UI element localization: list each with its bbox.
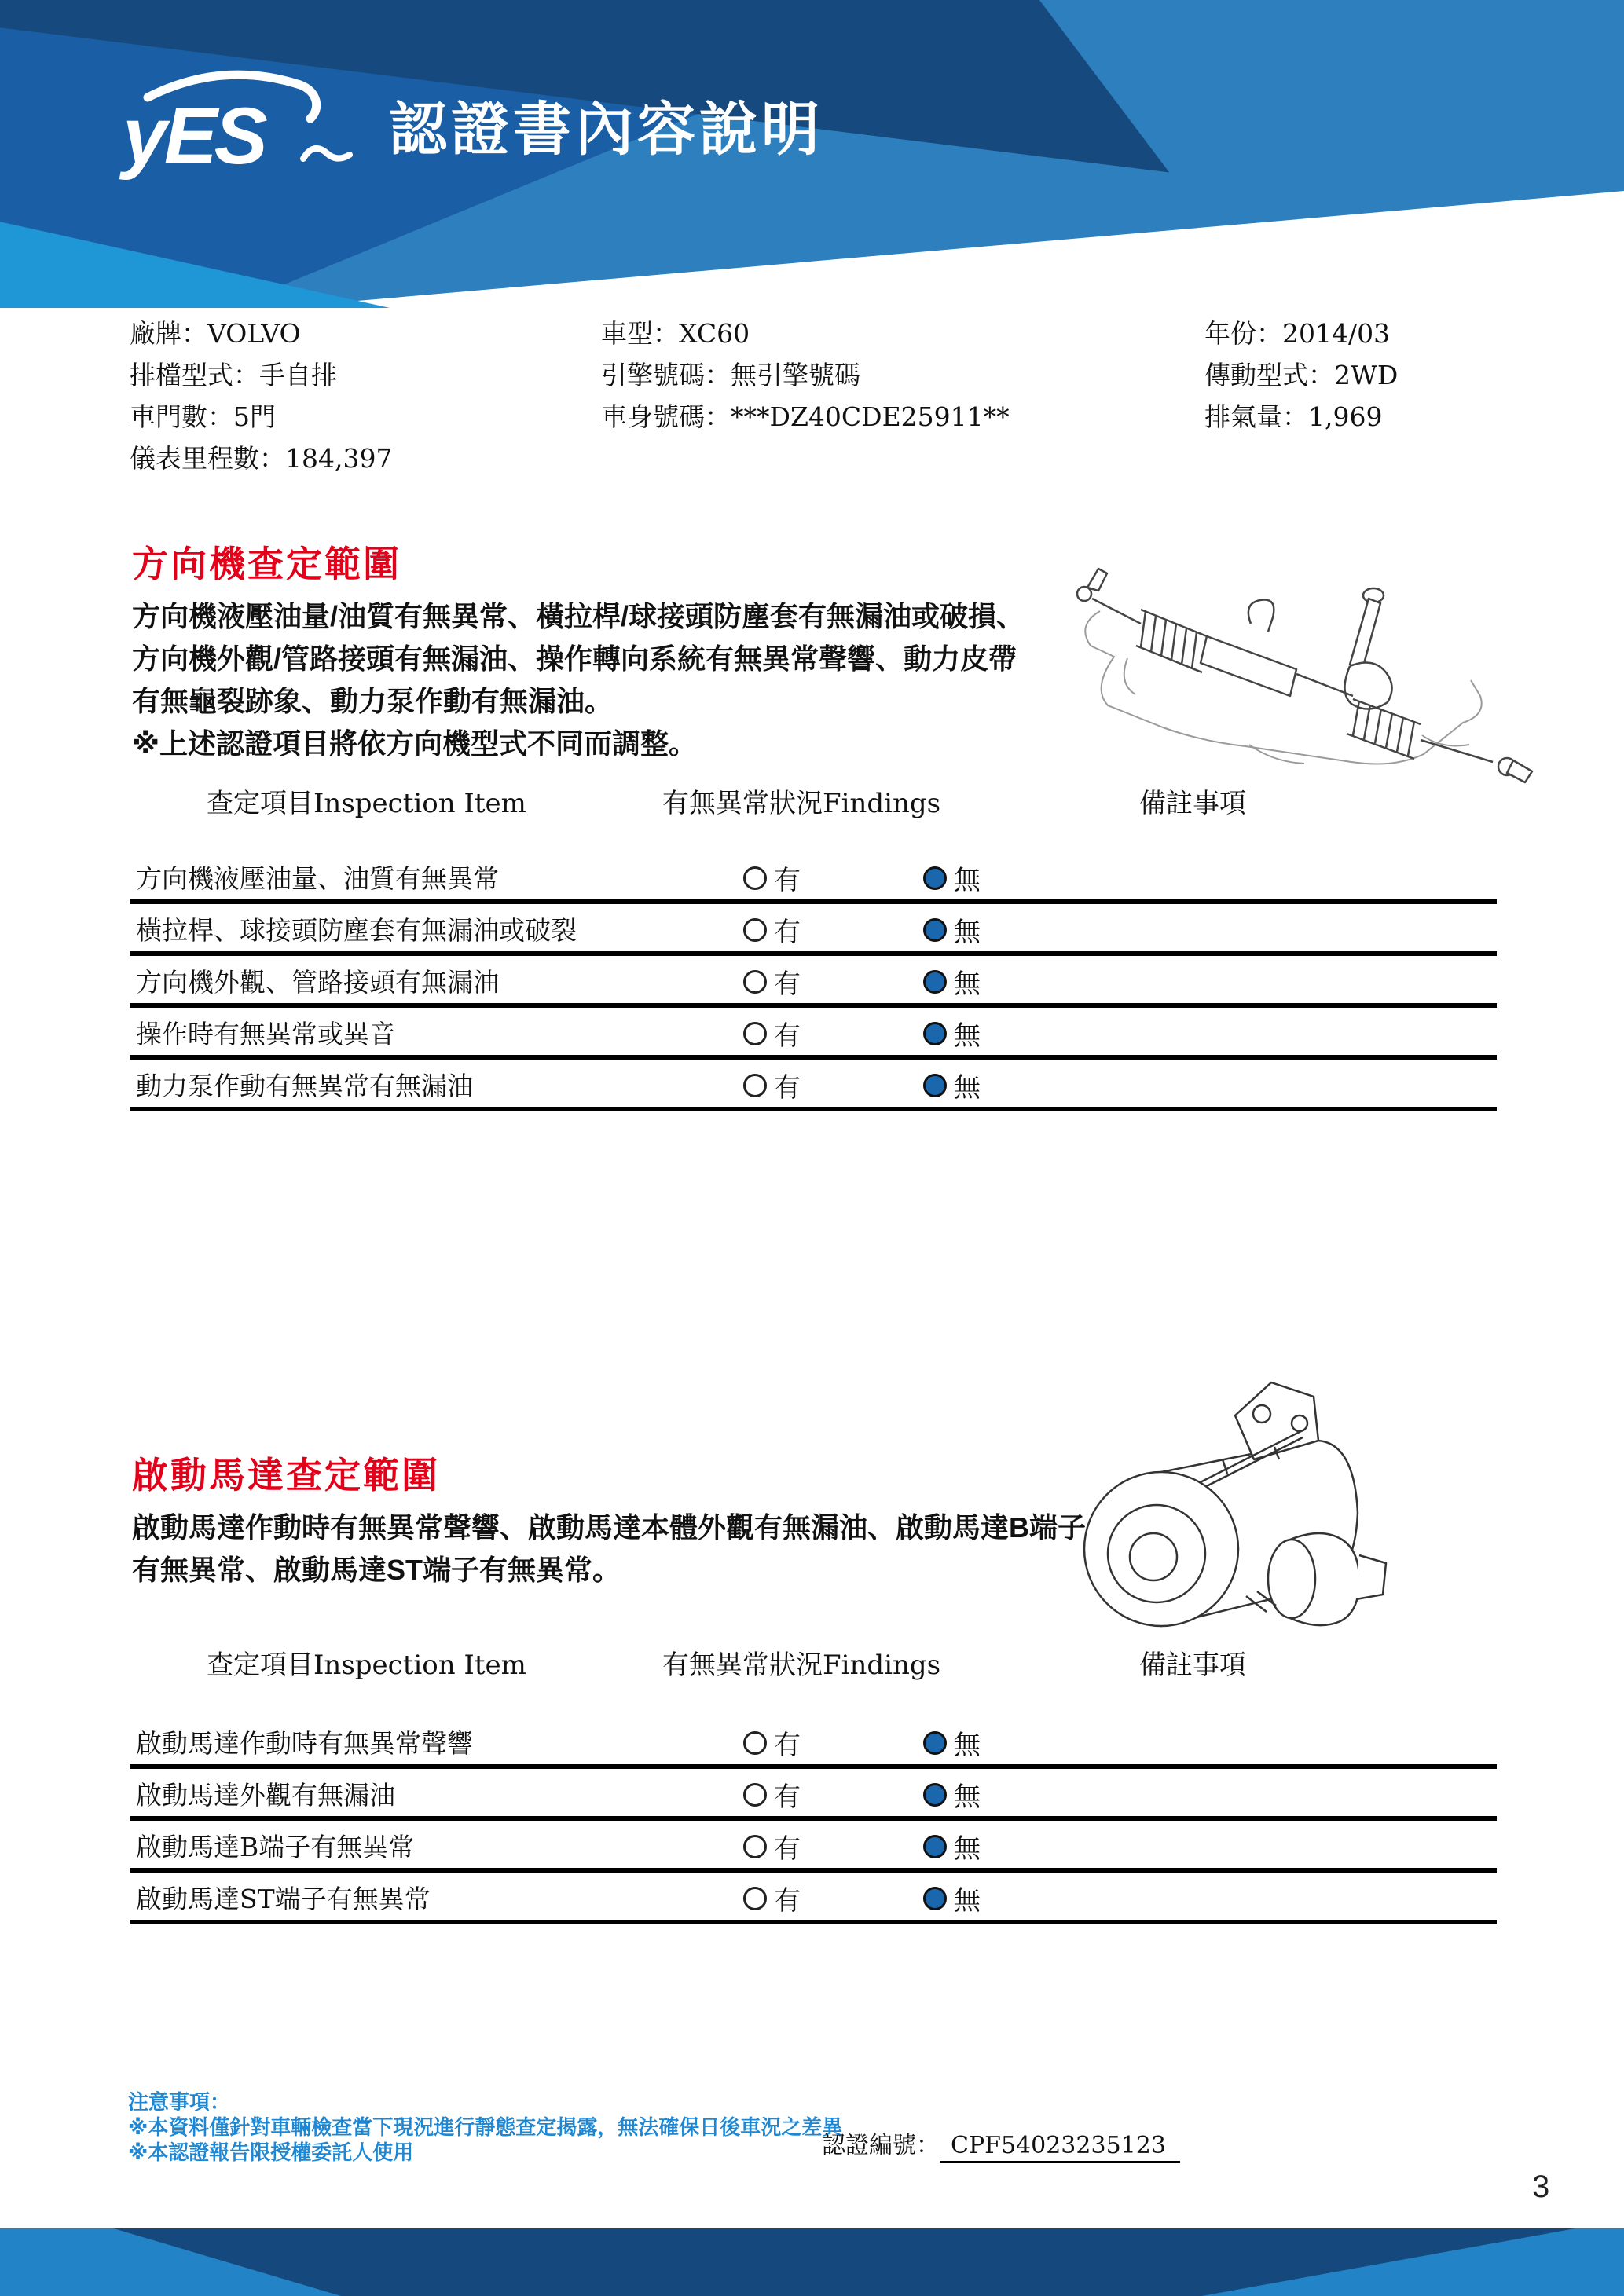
table-row [130, 904, 1497, 956]
col-header-findings: 有無異常狀況Findings [662, 788, 941, 819]
table-row [130, 1769, 1497, 1821]
inspection-item-label: 啟動馬達外觀有無漏油 [136, 1780, 395, 1811]
radio-has-label: 有 [774, 1072, 801, 1104]
radio-has-finding[interactable] [743, 1022, 767, 1045]
inspection-item-label: 動力泵作動有無異常有無漏油 [136, 1071, 473, 1101]
col-header-remarks: 備註事項 [1139, 788, 1246, 819]
inspection-item-label: 橫拉桿、球接頭防塵套有無漏油或破裂 [136, 915, 577, 946]
description-line: 方向機外觀/管路接頭有無漏油、操作轉向系統有無異常聲響、動力皮帶 [132, 643, 1017, 675]
description-line: 啟動馬達作動時有無異常聲響、啟動馬達本體外觀有無漏油、啟動馬達B端子 [132, 1511, 1086, 1543]
radio-has-label: 有 [774, 1782, 801, 1813]
section-title-starter: 啟動馬達查定範圍 [132, 1455, 440, 1496]
radio-no-finding[interactable] [923, 1783, 947, 1807]
radio-has-label: 有 [774, 1885, 801, 1917]
logo-wave-icon [303, 148, 350, 159]
notice-title: 注意事項： [128, 2090, 231, 2114]
radio-has-finding[interactable] [743, 1887, 767, 1910]
certificate-number-value: CPF54023235123 [940, 2132, 1180, 2163]
radio-no-label: 無 [954, 1833, 981, 1865]
table-steering [130, 852, 1497, 1111]
vehicle-field-drivetrain: 傳動型式：2WD [1204, 360, 1399, 390]
radio-no-finding[interactable] [923, 918, 947, 942]
radio-no-label: 無 [954, 865, 981, 896]
vehicle-info-column-3 [1204, 313, 1398, 438]
steering-rack-illustration [1053, 548, 1564, 784]
radio-has-finding[interactable] [743, 1783, 767, 1807]
footer-band [0, 2228, 1624, 2296]
vehicle-field-year: 年份：2014/03 [1204, 318, 1391, 349]
radio-has-label: 有 [774, 1020, 801, 1052]
header-band [0, 0, 1624, 308]
radio-has-label: 有 [774, 969, 801, 1000]
inspection-item-label: 啟動馬達作動時有無異常聲響 [136, 1728, 473, 1759]
vehicle-field-engine-no: 引擎號碼：無引擎號碼 [601, 360, 860, 390]
vehicle-info-column-1 [130, 313, 392, 479]
page-number: 3 [1532, 2170, 1550, 2204]
inspection-item-label: 方向機外觀、管路接頭有無漏油 [136, 967, 499, 998]
section-description-steering [132, 595, 1025, 765]
radio-no-label: 無 [954, 1020, 981, 1052]
radio-has-finding[interactable] [743, 918, 767, 942]
radio-no-finding[interactable] [923, 1074, 947, 1097]
inspection-item-label: 操作時有無異常或異音 [136, 1019, 395, 1049]
radio-no-finding[interactable] [923, 1835, 947, 1858]
radio-has-finding[interactable] [743, 1731, 767, 1755]
vehicle-field-doors: 車門數：5門 [130, 401, 276, 432]
table-row [130, 852, 1497, 904]
certificate-number-block [822, 2126, 1180, 2160]
table-row [130, 956, 1497, 1008]
vehicle-info-column-2 [601, 313, 1010, 438]
radio-no-label: 無 [954, 1782, 981, 1813]
radio-has-label: 有 [774, 917, 801, 948]
radio-has-finding[interactable] [743, 970, 767, 994]
yes-logo [118, 64, 361, 190]
description-line: 有無異常、啟動馬達ST端子有無異常。 [132, 1554, 621, 1586]
radio-has-finding[interactable] [743, 866, 767, 890]
radio-no-finding[interactable] [923, 1731, 947, 1755]
vehicle-field-displacement: 排氣量：1,969 [1204, 401, 1383, 432]
table-row [130, 1008, 1497, 1060]
notice-line: ※本資料僅針對車輛檢查當下現況進行靜態查定揭露，無法確保日後車況之差異 [128, 2115, 843, 2139]
radio-has-label: 有 [774, 865, 801, 896]
radio-no-label: 無 [954, 1730, 981, 1761]
radio-no-label: 無 [954, 1072, 981, 1104]
radio-no-finding[interactable] [923, 970, 947, 994]
vehicle-field-vin: 車身號碼：***DZ40CDE25911** [601, 401, 1010, 432]
col-header-inspection-item: 查定項目Inspection Item [207, 1650, 526, 1681]
vehicle-field-brand: 廠牌：VOLVO [130, 318, 301, 349]
vehicle-field-gearbox: 排檔型式：手自排 [130, 360, 337, 390]
notice-line: ※本認證報告限授權委託人使用 [128, 2140, 414, 2164]
radio-no-finding[interactable] [923, 1022, 947, 1045]
radio-no-finding[interactable] [923, 866, 947, 890]
table-row [130, 1060, 1497, 1111]
vehicle-field-mileage: 儀表里程數：184,397 [130, 443, 393, 474]
radio-no-finding[interactable] [923, 1887, 947, 1910]
footer-shape-navy [0, 2228, 1624, 2296]
inspection-item-label: 啟動馬達B端子有無異常 [136, 1832, 415, 1862]
vehicle-field-model: 車型：XC60 [601, 318, 750, 349]
description-line: 方向機液壓油量/油質有無異常、橫拉桿/球接頭防塵套有無漏油或破損、 [132, 600, 1025, 632]
section-description-starter [132, 1507, 1086, 1591]
col-header-remarks: 備註事項 [1139, 1650, 1246, 1681]
radio-has-finding[interactable] [743, 1074, 767, 1097]
description-line: ※上述認證項目將依方向機型式不同而調整。 [132, 727, 697, 760]
section-title-steering: 方向機查定範圍 [132, 544, 401, 584]
logo-text: yES [123, 91, 265, 181]
col-header-findings: 有無異常狀況Findings [662, 1650, 941, 1681]
starter-motor-illustration [1069, 1365, 1438, 1632]
table-row [130, 1821, 1497, 1873]
radio-has-label: 有 [774, 1730, 801, 1761]
notice-block [128, 2089, 842, 2165]
table-row [130, 1873, 1497, 1924]
inspection-item-label: 方向機液壓油量、油質有無異常 [136, 863, 499, 894]
certificate-number-label: 認證編號： [822, 2132, 940, 2159]
radio-no-label: 無 [954, 917, 981, 948]
radio-no-label: 無 [954, 1885, 981, 1917]
table-row [130, 1717, 1497, 1769]
inspection-item-label: 啟動馬達ST端子有無異常 [136, 1884, 431, 1914]
radio-no-label: 無 [954, 969, 981, 1000]
radio-has-label: 有 [774, 1833, 801, 1865]
page-title: 認證書內容說明 [389, 97, 823, 162]
radio-has-finding[interactable] [743, 1835, 767, 1858]
table-starter [130, 1717, 1497, 1924]
col-header-inspection-item: 查定項目Inspection Item [207, 788, 526, 819]
description-line: 有無龜裂跡象、動力泵作動有無漏油。 [132, 685, 614, 717]
